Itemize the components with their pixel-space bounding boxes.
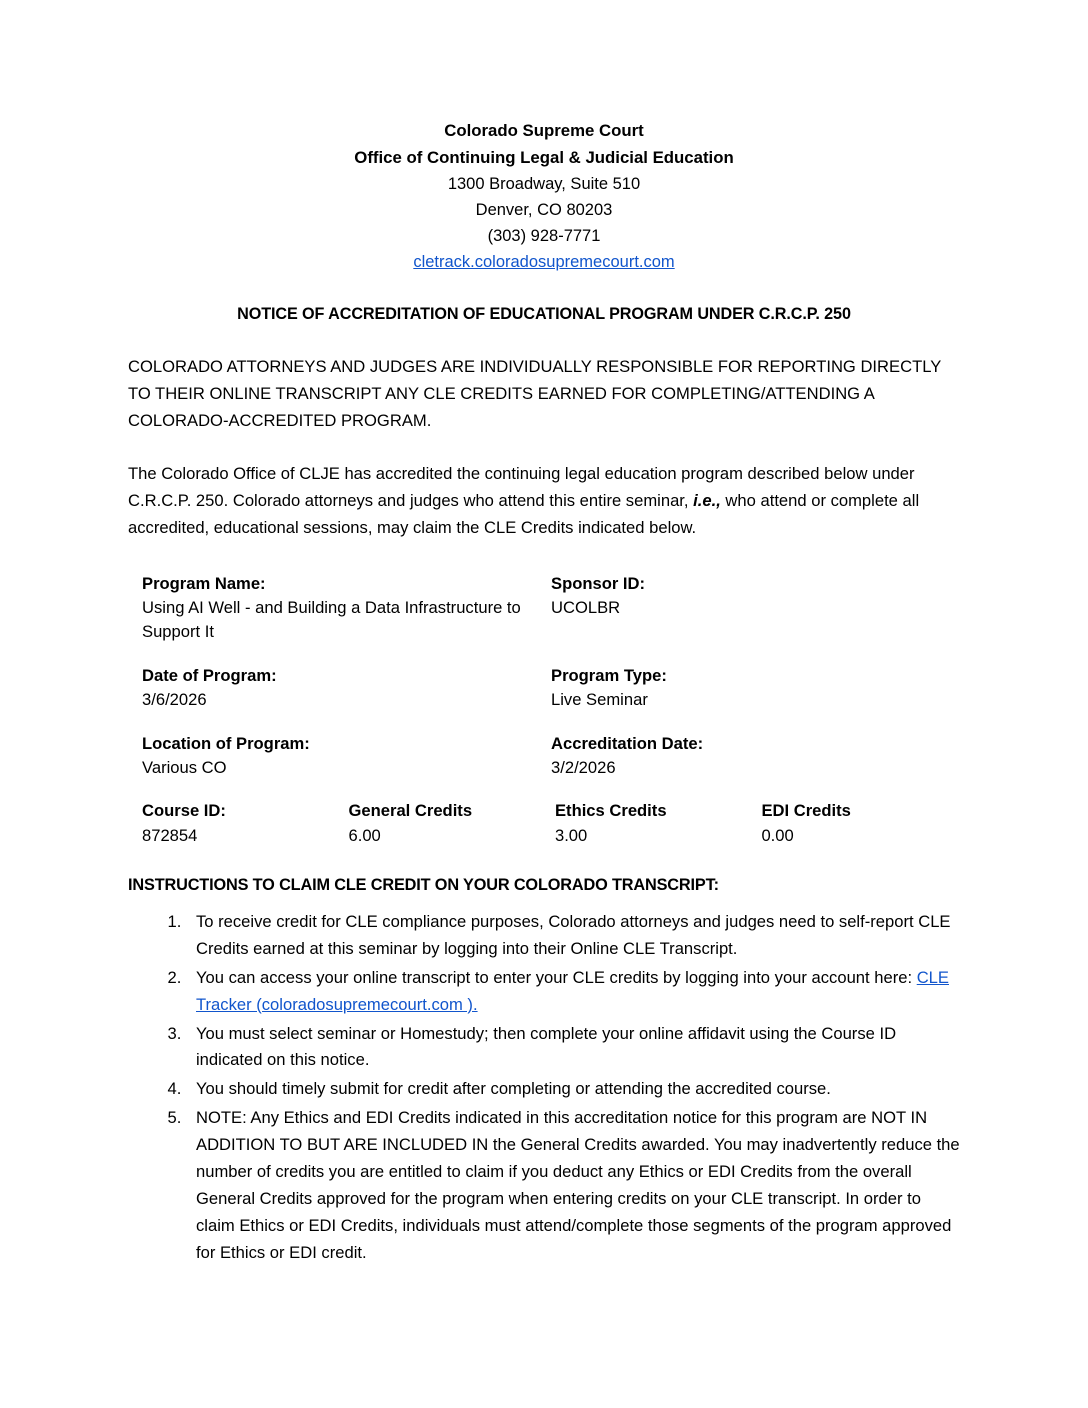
list-item: 5. NOTE: Any Ethics and EDI Credits indicated in this accreditation notice for this program are NOT IN ADDITION TO BUT ARE INCLUDED IN the General Credits awarded. You may inadvertently reduce the number of credits you are entitled to claim if you deduct any Ethics or EDI Credits from the overall General Credits approved for the program when entering credits on your CLE transcript. In order to claim Ethics or EDI Credits, individuals must attend/complete those segments of the program approved for Ethics or EDI credit. [186,1105,960,1266]
header-website-link[interactable]: cletrack.coloradosupremecourt.com [413,253,675,272]
course-id-field [142,799,348,848]
list-item: 1. To receive credit for CLE compliance purposes, Colorado attorneys and judges need to self-report CLE Credits earned at this seminar by logging into their Online CLE Transcript. [186,909,960,963]
location-label: Location of Program: [142,733,310,753]
general-credits-label: General Credits [348,801,473,821]
course-id-label: Course ID: [142,801,226,821]
edi-credits-value: 0.00 [761,825,794,845]
program-name-value: Using AI Well - and Building a Data Infrastructure to Support It [142,597,521,642]
header-phone: (303) 928-7771 [487,227,601,246]
program-type-field [551,664,960,713]
location-field [142,732,551,781]
detail-row-program [142,572,960,645]
date-of-program-field [142,664,551,713]
program-details [128,572,960,849]
sponsor-id-field [551,572,960,645]
instructions-title: INSTRUCTIONS TO CLAIM CLE CREDIT ON YOUR COLORADO TRANSCRIPT: [128,876,719,895]
accreditation-text-italic: i.e., [693,490,721,510]
accreditation-text-part1: The Colorado Office of CLJE has accredited the continuing legal education program described below under C.R.C.P. 250. Colorado attorneys and judges who attend this entire seminar, [128,463,915,510]
accreditation-text-part2: who attend or complete all accredited, educational sessions, may claim the CLE Credits indicated below. [128,490,920,537]
caps-notice-paragraph: COLORADO ATTORNEYS AND JUDGES ARE INDIVIDUALLY RESPONSIBLE FOR REPORTING DIRECTLY TO THEIR ONLINE TRANSCRIPT ANY CLE CREDITS EARNED FOR COMPLETING/ATTENDING A COLORADO-ACCREDITED PROGRAM. [128,357,941,431]
edi-credits-label: EDI Credits [761,801,851,821]
detail-row-location-accreditation [142,732,960,781]
ethics-credits-label: Ethics Credits [554,801,667,821]
instructions-list [128,909,960,1266]
course-id-value: 872854 [142,825,198,845]
date-of-program-value: 3/6/2026 [142,690,207,710]
sponsor-id-label: Sponsor ID: [551,573,646,593]
location-value: Various CO [142,757,227,777]
header-city-state-zip: Denver, CO 80203 [475,201,613,220]
ethics-credits-field [555,799,761,848]
list-item: 4. You should timely submit for credit after completing or attending the accredited course. [186,1076,960,1103]
program-type-label: Program Type: [551,665,667,685]
program-type-value: Live Seminar [551,690,648,710]
date-of-program-label: Date of Program: [142,665,277,685]
general-credits-value: 6.00 [348,825,381,845]
step-2-text: You can access your online transcript to enter your CLE credits by logging into your account here: [196,967,917,987]
program-name-field [142,572,551,645]
accreditation-date-value: 3/2/2026 [551,757,616,777]
ethics-credits-value: 3.00 [554,825,588,845]
detail-row-credits [142,799,960,848]
header-office-name: Office of Continuing Legal & Judicial Education [354,147,734,167]
accreditation-date-field [551,732,960,781]
edi-credits-field [761,799,960,848]
detail-row-date-type [142,664,960,713]
header-street-address: 1300 Broadway, Suite 510 [447,175,641,194]
document-header [128,118,960,275]
sponsor-id-value: UCOLBR [551,597,621,617]
general-credits-field [348,799,554,848]
list-item [186,965,960,1019]
cle-tracker-link[interactable]: CLE Tracker (coloradosupremecourt.com ). [196,967,949,1014]
notice-title: NOTICE OF ACCREDITATION OF EDUCATIONAL PROGRAM UNDER C.R.C.P. 250 [237,305,851,324]
accreditation-paragraph [128,461,960,542]
list-item: 3. You must select seminar or Homestudy; then complete your online affidavit using the Course ID indicated on this notice. [186,1021,960,1075]
program-name-label: Program Name: [142,573,266,593]
accreditation-date-label: Accreditation Date: [551,733,704,753]
header-court-name: Colorado Supreme Court [444,121,644,140]
